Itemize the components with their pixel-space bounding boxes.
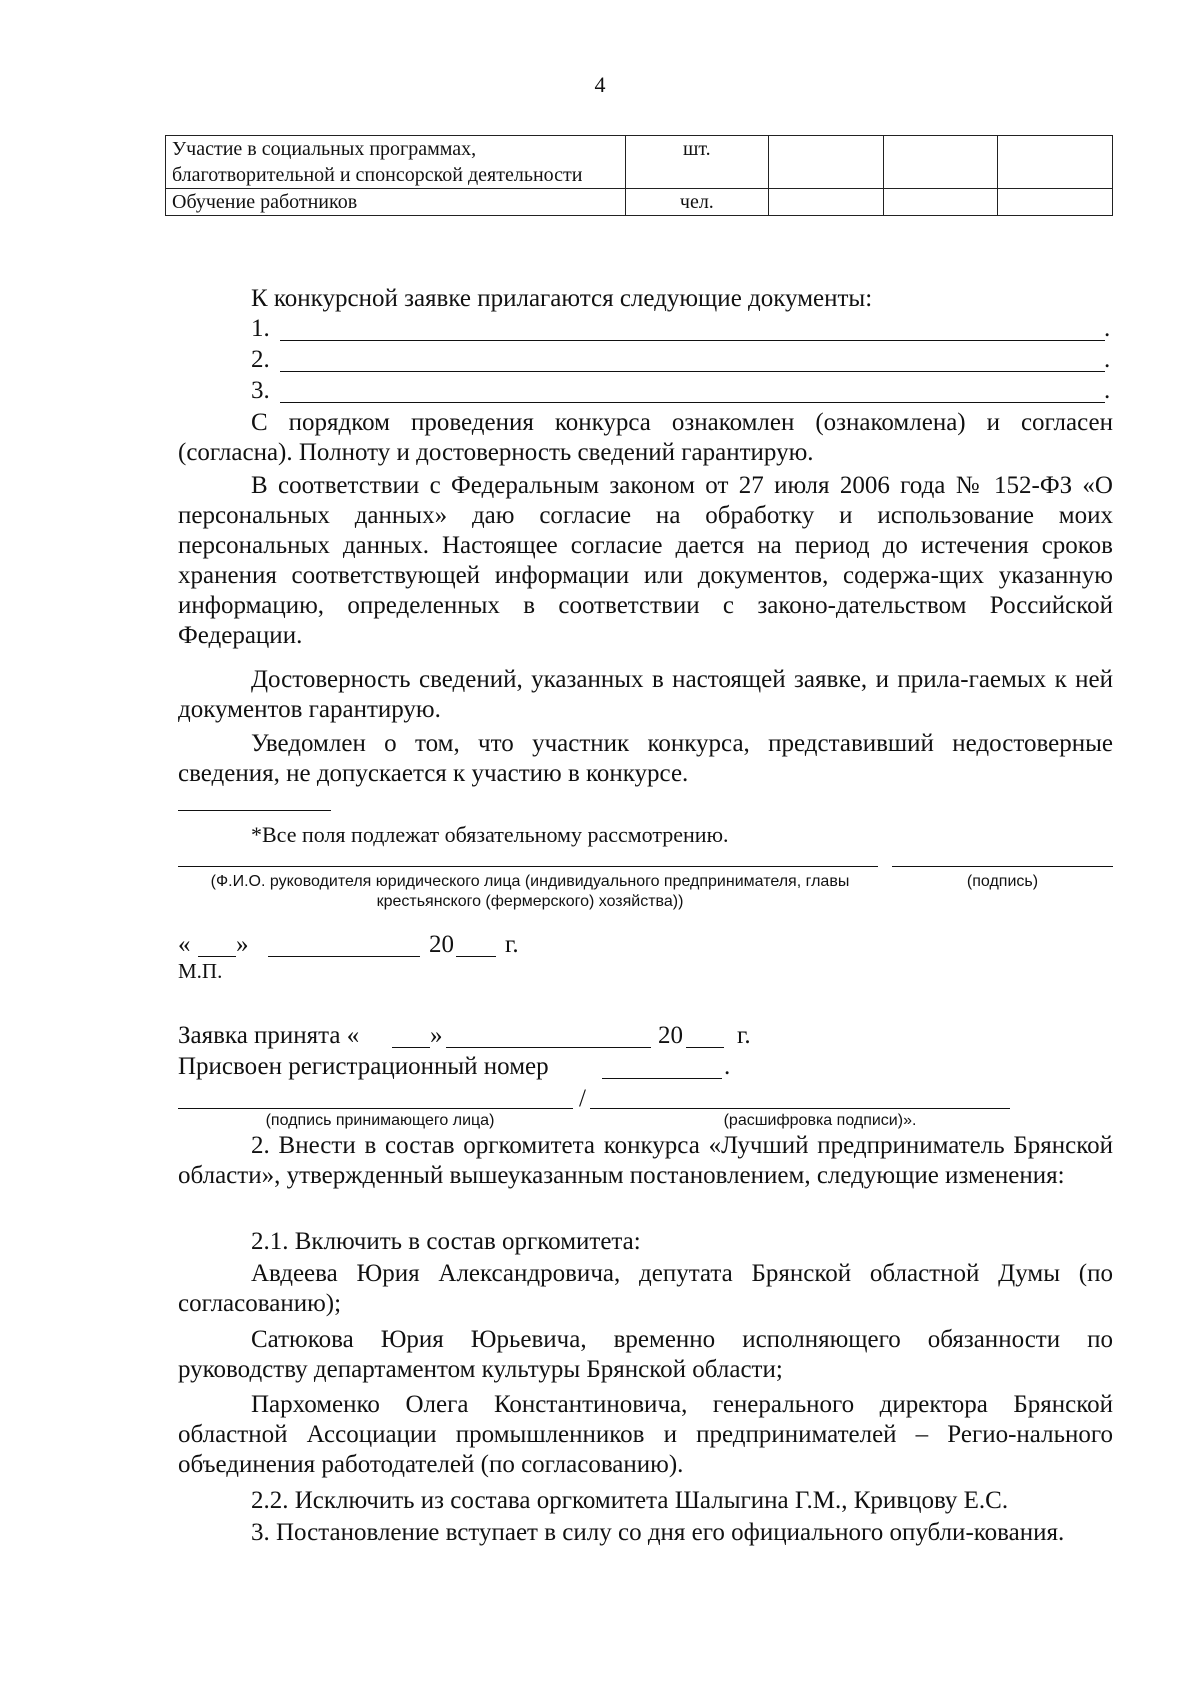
doc-item-number: 2. [251,346,270,373]
doc-item-dot: . [1104,377,1111,404]
date-day-line[interactable] [198,956,236,957]
amendment-item-2-2: 2.2. Исключить из состава оргкомитета Шалыгина Г.М., Кривцову Е.С. [251,1487,1009,1514]
stamp-mark: М.П. [178,959,223,983]
receiver-caption: (подпись принимающего лица) [265,1112,495,1129]
signature-line[interactable] [892,866,1113,867]
table-cell-label: Обучение работников [166,189,626,216]
table-row [166,136,1113,189]
accepted-label: Заявка принята « [178,1022,360,1049]
table-cell-label: Участие в социальных программах, благотворительной и спонсорской деятельности [166,136,626,189]
committee-member-avdeev: Авдеева Юрия Александровича, депутата Брянской областной Думы (по согласованию); [178,1260,1113,1317]
paragraph-reliability: Достоверность сведений, указанных в настоящей заявке, и прила-гаемых к ней документов гарантирую. [178,666,1113,723]
decode-caption: (расшифровка подписи)». [723,1112,917,1129]
fio-line[interactable] [178,866,878,867]
doc-item-dot: . [1104,315,1111,342]
date-year-suffix: г. [505,931,519,958]
signature-caption: (подпись) [966,873,1039,890]
page-number: 4 [594,72,606,97]
table-cell-unit: шт. [625,136,768,189]
reg-number-line[interactable] [602,1078,722,1079]
date-open-quote: « [178,931,191,958]
table-cell-unit: чел. [625,189,768,216]
paragraph-personal-data: В соответствии с Федеральным законом от 27 июля 2006 года № 152-ФЗ «О персональных данных» даю согласие на обработку и использование моих персональных данных. Настоящее согласие дается на период до истечения сроков хранения соответствующей информации или документов, содержа-щих указанную информацию, определенных в соответствии с законо-дательством Российской Федерации. [178,472,1113,649]
accepted-year-line[interactable] [686,1047,724,1048]
committee-member-satyukov: Сатюкова Юрия Юрьевича, временно исполняющего обязанности по руководству департаментом культуры Брянской области; [178,1326,1113,1383]
accepted-year-prefix: 20 [658,1022,683,1049]
doc-item-dot: . [1104,346,1111,373]
date-close-quote: » [236,931,249,958]
table-cell-empty [998,136,1113,189]
table-cell-empty [883,189,998,216]
accepted-close-quote: » [430,1022,443,1049]
amendment-item-2: 2. Внести в состав оргкомитета конкурса «Лучший предприниматель Брянской области», утвержденный вышеуказанным постановлением, следующие изменения: [178,1132,1113,1189]
paragraph-notified: Уведомлен о том, что участник конкурса, представивший недостоверные сведения, не допускается к участию в конкурсе. [178,730,1113,787]
date-year-prefix: 20 [429,931,454,958]
receiver-signature-line[interactable] [178,1108,573,1109]
date-month-line[interactable] [268,956,420,957]
table-row [166,189,1113,216]
signature-slash: / [579,1085,586,1112]
accepted-year-suffix: г. [737,1022,751,1049]
doc-item-line[interactable] [280,402,1105,403]
docs-heading: К конкурсной заявке прилагаются следующие документы: [251,285,873,312]
amendment-item-3: 3. Постановление вступает в силу со дня его официального опубли-кования. [251,1519,1065,1546]
table-cell-empty [768,189,883,216]
doc-item-line[interactable] [280,371,1105,372]
committee-member-parkhomenko: Пархоменко Олега Константиновича, генерального директора Брянской областной Ассоциации промышленников и предпринимателей – Регио-нального объединения работодателей (по согласованию). [178,1391,1113,1478]
reg-number-label: Присвоен регистрационный номер [178,1053,549,1080]
accepted-month-line[interactable] [446,1047,651,1048]
doc-item-line[interactable] [280,340,1105,341]
reg-number-dot: . [724,1053,731,1080]
footnote-separator [178,810,331,811]
doc-item-number: 1. [251,315,270,342]
table-cell-empty [768,136,883,189]
fio-caption: (Ф.И.О. руководителя юридического лица (индивидуального предпринимателя, главы крестьянского (фермерского) хозяйства)) [210,873,850,910]
date-year-line[interactable] [456,956,496,957]
footnote-text: *Все поля подлежат обязательному рассмотрению. [251,822,729,847]
indicators-table [165,135,1113,216]
table-cell-empty [998,189,1113,216]
accepted-day-line[interactable] [392,1047,430,1048]
amendment-item-2-1: 2.1. Включить в состав оргкомитета: [251,1228,641,1255]
doc-item-number: 3. [251,377,270,404]
decode-line[interactable] [590,1108,1010,1109]
table-cell-empty [883,136,998,189]
paragraph-familiarized: С порядком проведения конкурса ознакомлен (ознакомлена) и согласен (согласна). Полноту и достоверность сведений гарантирую. [178,409,1113,466]
